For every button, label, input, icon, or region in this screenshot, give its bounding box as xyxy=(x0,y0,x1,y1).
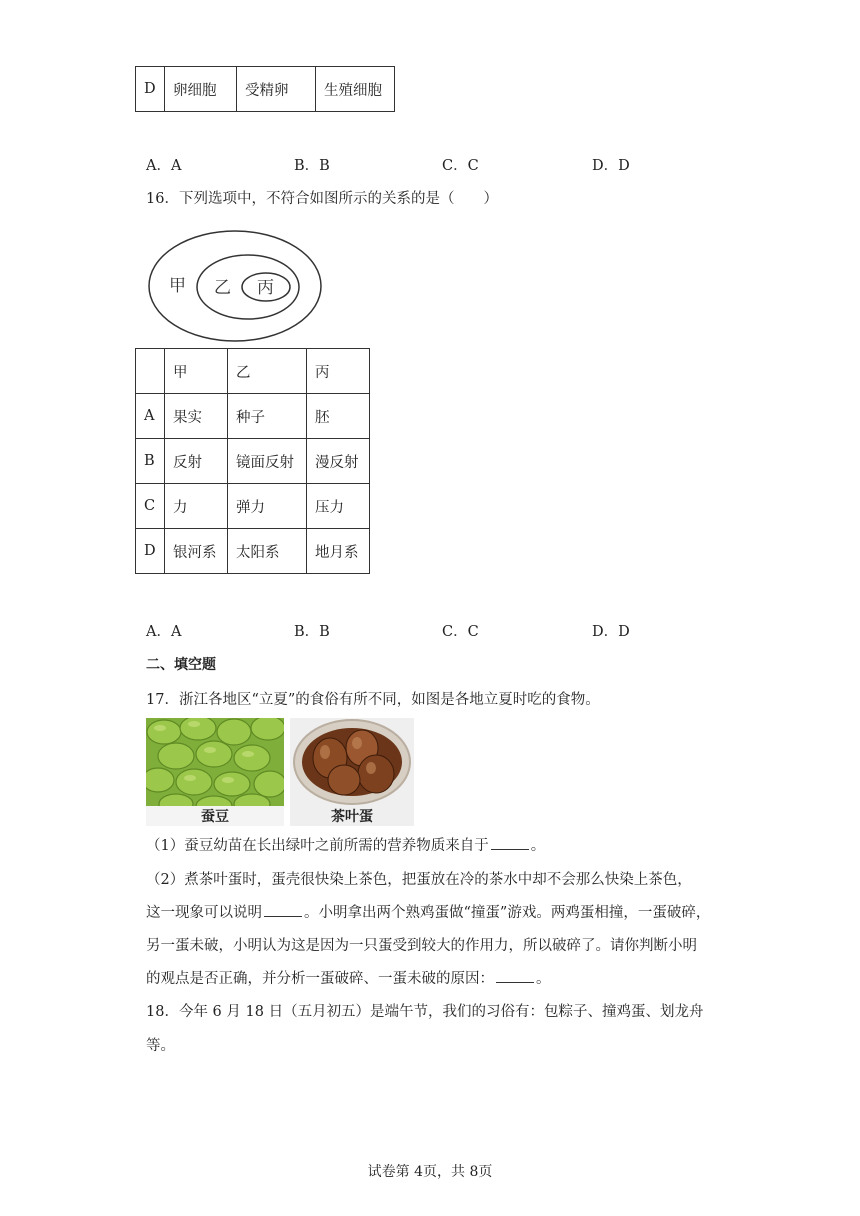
table-header-cell: 丙 xyxy=(307,349,370,394)
table-cell: 银河系 xyxy=(165,529,228,574)
q17-question: 17．浙江各地区“立夏”的食俗有所不同，如图是各地立夏时吃的食物。 xyxy=(146,692,600,708)
q17-sub2-text: 。小明拿出两个熟鸡蛋做“撞蛋”游戏。两鸡蛋相撞，一蛋破碎， xyxy=(304,905,711,921)
table-cell: B xyxy=(136,439,165,484)
q17-sub1-text: （1）蚕豆幼苗在长出绿叶之前所需的营养物质来自于 xyxy=(146,838,489,854)
table-cell: A xyxy=(136,394,165,439)
table-header-cell xyxy=(136,349,165,394)
table-cell: 胚 xyxy=(307,394,370,439)
answer-blank[interactable] xyxy=(491,835,529,850)
broad-beans-photo xyxy=(146,718,284,826)
table-header-cell: 甲 xyxy=(165,349,228,394)
table-cell: 受精卵 xyxy=(237,67,316,112)
table-cell: 地月系 xyxy=(307,529,370,574)
answer-blank[interactable] xyxy=(496,968,534,983)
diagram-label-bing: 丙 xyxy=(257,278,274,298)
q17-sub1 xyxy=(146,834,545,855)
tea-eggs-photo xyxy=(290,718,414,826)
q16-table xyxy=(135,348,370,574)
diagram-label-yi: 乙 xyxy=(214,278,231,298)
table-cell: 压力 xyxy=(307,484,370,529)
q17-sub2-line2 xyxy=(146,901,710,922)
photo-caption-eggs: 茶叶蛋 xyxy=(331,809,373,825)
option-c[interactable]: C．C xyxy=(442,624,479,640)
table-cell: 反射 xyxy=(165,439,228,484)
photo-caption-beans: 蚕豆 xyxy=(201,809,229,825)
q17-sub1-end: 。 xyxy=(530,838,546,854)
table-cell: 卵细胞 xyxy=(165,67,237,112)
table-cell: 果实 xyxy=(165,394,228,439)
q15-table xyxy=(135,66,395,112)
option-c[interactable]: C．C xyxy=(442,158,479,174)
answer-blank[interactable] xyxy=(264,902,302,917)
table-cell: 种子 xyxy=(228,394,307,439)
table-cell: C xyxy=(136,484,165,529)
page-footer: 试卷第 4页，共 8页 xyxy=(367,1164,493,1180)
q17-sub2-text: 这一现象可以说明 xyxy=(146,905,262,921)
table-cell: D xyxy=(136,529,165,574)
option-d[interactable]: D．D xyxy=(592,624,630,640)
table-cell: 力 xyxy=(165,484,228,529)
q18-line2: 等。 xyxy=(146,1038,175,1054)
q15-options xyxy=(146,154,706,174)
option-a[interactable]: A．A xyxy=(146,624,182,640)
option-d[interactable]: D．D xyxy=(592,158,630,174)
table-cell: D xyxy=(136,67,165,112)
q16-question: 16．下列选项中，不符合如图所示的关系的是（ ） xyxy=(146,191,498,207)
q17-sub2-line1: （2）煮茶叶蛋时，蛋壳很快染上茶色，把蛋放在冷的茶水中却不会那么快染上茶色， xyxy=(146,872,692,888)
table-row xyxy=(136,67,395,112)
table-cell: 弹力 xyxy=(228,484,307,529)
table-row xyxy=(136,394,370,439)
section-title: 二、填空题 xyxy=(146,657,216,673)
venn-diagram xyxy=(140,227,330,345)
q16-options xyxy=(146,620,706,640)
diagram-label-jia: 甲 xyxy=(169,276,186,296)
q17-sub2-line4 xyxy=(146,967,551,988)
table-row xyxy=(136,439,370,484)
table-cell: 太阳系 xyxy=(228,529,307,574)
q17-sub2-line3: 另一蛋未破，小明认为这是因为一只蛋受到较大的作用力，所以破碎了。请你判断小明 xyxy=(146,938,697,954)
q17-sub2-text: 。 xyxy=(536,971,551,987)
table-row xyxy=(136,484,370,529)
option-b[interactable]: B．B xyxy=(294,624,330,640)
option-b[interactable]: B．B xyxy=(294,158,330,174)
table-row xyxy=(136,529,370,574)
table-header-row xyxy=(136,349,370,394)
q17-sub2-text: 的观点是否正确，并分析一蛋破碎、一蛋未破的原因： xyxy=(146,971,494,987)
q18-line1: 18．今年 6 月 18 日（五月初五）是端午节，我们的习俗有：包粽子、撞鸡蛋、划龙舟 xyxy=(146,1004,704,1020)
table-cell: 生殖细胞 xyxy=(316,67,395,112)
option-a[interactable]: A．A xyxy=(146,158,182,174)
table-cell: 镜面反射 xyxy=(228,439,307,484)
table-header-cell: 乙 xyxy=(228,349,307,394)
table-cell: 漫反射 xyxy=(307,439,370,484)
